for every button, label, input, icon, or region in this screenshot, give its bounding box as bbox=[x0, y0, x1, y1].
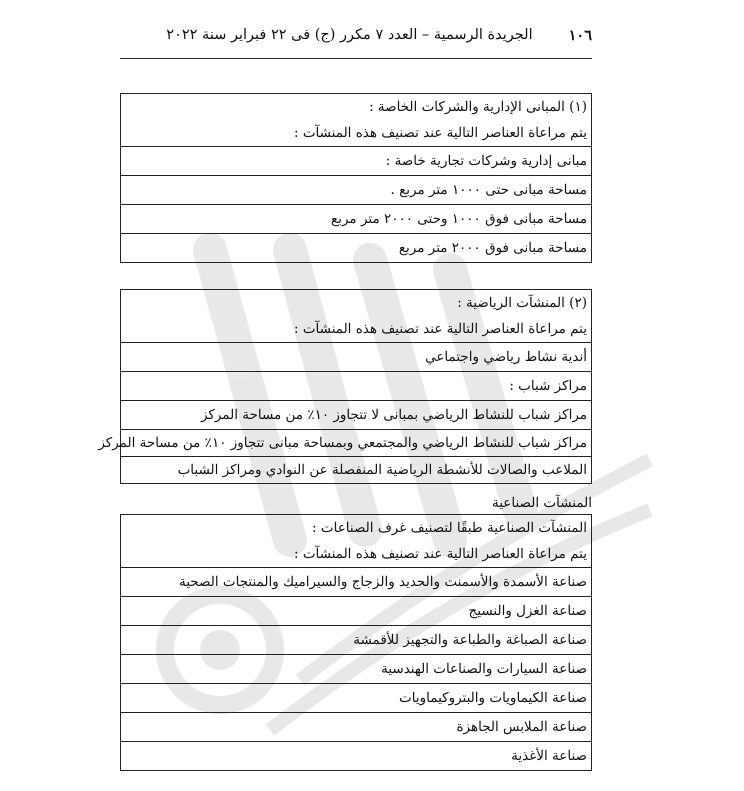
page-header bbox=[120, 24, 592, 46]
section-heading: (٢) المنشآت الرياضية : bbox=[457, 295, 587, 311]
section-heading: (١) المبانى الإدارية والشركات الخاصة : bbox=[369, 99, 587, 115]
table-row: صناعة الغزل والنسيج bbox=[121, 597, 591, 626]
section-administrative-buildings-table bbox=[120, 93, 592, 263]
section-industrial-facilities-table bbox=[120, 514, 592, 771]
header-divider bbox=[120, 58, 592, 59]
table-row: الملاعب والصالات للأنشطة الرياضية المنفصلة عن النوادي ومراكز الشباب bbox=[177, 462, 587, 478]
table-row: يتم مراعاة العناصر التالية عند تصنيف هذه المنشآت : bbox=[121, 316, 591, 343]
table-row: صناعة الملابس الجاهزة bbox=[121, 713, 591, 742]
table-row: أندية نشاط رياضي واجتماعي bbox=[121, 343, 591, 372]
table-row: مراكز شباب للنشاط الرياضي بمبانى لا تتجاوز ١٠٪ من مساحة المركز bbox=[121, 401, 591, 430]
table-row: مساحة مبانى فوق ١٠٠٠ وحتى ٢٠٠٠ متر مربع bbox=[121, 205, 591, 234]
table-row: مراكز شباب للنشاط الرياضي والمجتمعي وبمساحة مبانى تتجاوز ١٠٪ من مساحة المركز bbox=[121, 430, 591, 457]
section-sports-facilities-table bbox=[98, 289, 592, 484]
gazette-title: الجريدة الرسمية – العدد ٧ مكرر (ج) فى ٢٢ فبراير سنة ٢٠٢٢ bbox=[166, 27, 533, 43]
table-row: صناعة الأغذية bbox=[511, 748, 587, 764]
industrial-facilities-label: المنشآت الصناعية bbox=[491, 495, 592, 511]
table-row: مراكز شباب : bbox=[121, 372, 591, 401]
table-row: يتم مراعاة العناصر التالية عند تصنيف هذه المنشآت : bbox=[121, 120, 591, 147]
page-number: ١٠٦ bbox=[568, 26, 592, 44]
table-row: صناعة الأسمدة والأسمنت والحديد والزجاج والسيراميك والمنتجات الصحية bbox=[121, 568, 591, 597]
table-row: يتم مراعاة العناصر التالية عند تصنيف هذه المنشآت : bbox=[121, 541, 591, 568]
table-row: مساحة مبانى فوق ٢٠٠٠ متر مربع bbox=[398, 240, 587, 256]
table-row: مساحة مبانى حتى ١٠٠٠ متر مربع . bbox=[121, 176, 591, 205]
section-heading: المنشآت الصناعية طبقًا لتصنيف غرف الصناعات : bbox=[312, 520, 587, 536]
table-row: مبانى إدارية وشركات تجارية خاصة : bbox=[121, 147, 591, 176]
table-row: صناعة الصباغة والطباعة والتجهيز للأقمشة bbox=[121, 626, 591, 655]
table-row: صناعة السيارات والصناعات الهندسية bbox=[121, 655, 591, 684]
table-row: صناعة الكيماويات والبتروكيماويات bbox=[121, 684, 591, 713]
